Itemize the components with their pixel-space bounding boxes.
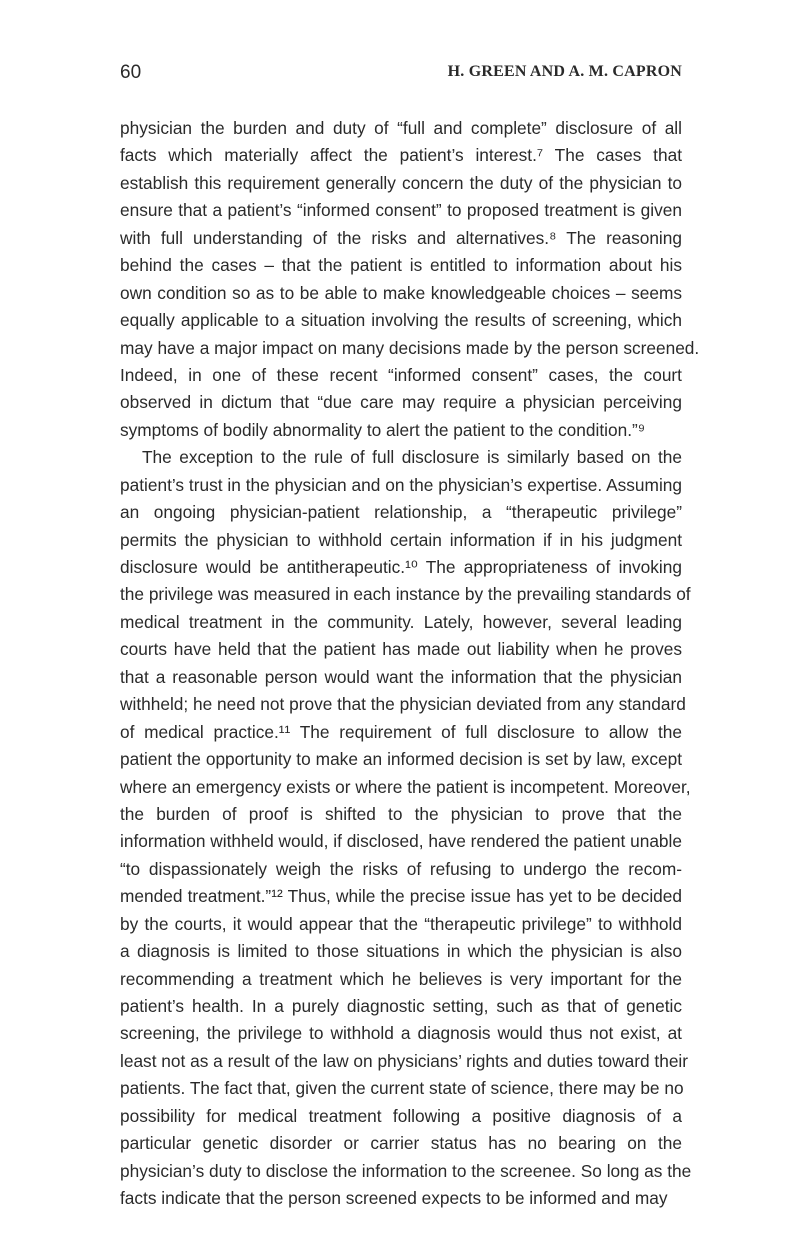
text-line: physician the burden and duty of “full and complete” disclosure of all <box>120 118 682 138</box>
text-line: particular genetic disorder or carrier status has no bearing on the <box>120 1133 682 1154</box>
text-line: an ongoing physician-patient relationship, a “therapeutic privilege” <box>120 502 682 523</box>
text-line: disclosure would be antitherapeutic.¹⁰ The appropriateness of invoking <box>120 557 682 577</box>
text-line: by the courts, it would appear that the “therapeutic privilege” to withhold <box>120 913 682 934</box>
text-line: patient’s health. In a purely diagnostic setting, such as that of genetic <box>120 996 682 1016</box>
text-line: facts indicate that the person screened expects to be informed and may <box>120 1188 668 1209</box>
text-line: medical treatment in the community. Lately, however, several leading <box>120 611 682 632</box>
text-line: equally applicable to a situation involving the results of screening, which <box>120 310 682 331</box>
page-header <box>120 62 682 86</box>
text-line: “to dispassionately weigh the risks of refusing to undergo the recom- <box>120 858 682 879</box>
text-line: mended treatment.”¹² Thus, while the precise issue has yet to be decided <box>120 886 682 907</box>
text-line: patient the opportunity to make an informed decision is set by law, except <box>120 749 682 770</box>
text-line: a diagnosis is limited to those situations in which the physician is also <box>120 941 682 962</box>
text-line: The exception to the rule of full disclosure is similarly based on the <box>142 447 682 468</box>
text-line: information withheld would, if disclosed, have rendered the patient unable <box>120 831 682 852</box>
body-text <box>120 115 700 1213</box>
text-line: withheld; he need not prove that the physician deviated from any standard <box>120 694 686 715</box>
text-line: facts which materially affect the patient’s interest.⁷ The cases that <box>120 145 682 166</box>
text-line: observed in dictum that “due care may require a physician perceiving <box>120 392 682 413</box>
text-line: Indeed, in one of these recent “informed consent” cases, the court <box>120 364 682 385</box>
text-line: ensure that a patient’s “informed consent” to proposed treatment is given <box>120 200 682 221</box>
text-line: where an emergency exists or where the patient is incompetent. Moreover, <box>120 776 691 797</box>
text-line: with full understanding of the risks and alternatives.⁸ The reasoning <box>120 227 682 248</box>
paragraph <box>120 115 700 444</box>
text-line: behind the cases – that the patient is entitled to information about his <box>120 255 682 276</box>
text-line: patient’s trust in the physician and on the physician’s expertise. Assuming <box>120 474 682 495</box>
text-line: permits the physician to withhold certain information if in his judgment <box>120 529 682 550</box>
text-line: physician’s duty to disclose the information to the screenee. So long as the <box>120 1160 692 1181</box>
text-line: least not as a result of the law on physicians’ rights and duties toward their <box>120 1050 689 1071</box>
text-line: symptoms of bodily abnormality to alert the patient to the condition.”⁹ <box>120 419 646 440</box>
text-line: courts have held that the patient has made out liability when he proves <box>120 639 682 660</box>
text-line: patients. The fact that, given the current state of science, there may be no <box>120 1078 684 1099</box>
page-number: 60 <box>120 62 142 83</box>
text-line: that a reasonable person would want the information that the physician <box>120 666 682 687</box>
text-line: the privilege was measured in each instance by the prevailing standards of <box>120 584 691 605</box>
text-line: establish this requirement generally concern the duty of the physician to <box>120 172 682 193</box>
text-line: of medical practice.¹¹ The requirement of full disclosure to allow the <box>120 721 682 742</box>
text-line: screening, the privilege to withhold a diagnosis would thus not exist, at <box>120 1023 682 1044</box>
running-head: H. GREEN AND A. M. CAPRON <box>447 63 682 80</box>
paragraph <box>120 444 692 1212</box>
text-line: may have a major impact on many decisions made by the person screened. <box>120 337 700 358</box>
text-line: the burden of proof is shifted to the physician to prove that the <box>120 803 682 824</box>
text-line: possibility for medical treatment following a positive diagnosis of a <box>120 1105 682 1126</box>
text-line: own condition so as to be able to make knowledgeable choices – seems <box>120 282 682 303</box>
text-line: recommending a treatment which he believes is very important for the <box>120 968 682 989</box>
